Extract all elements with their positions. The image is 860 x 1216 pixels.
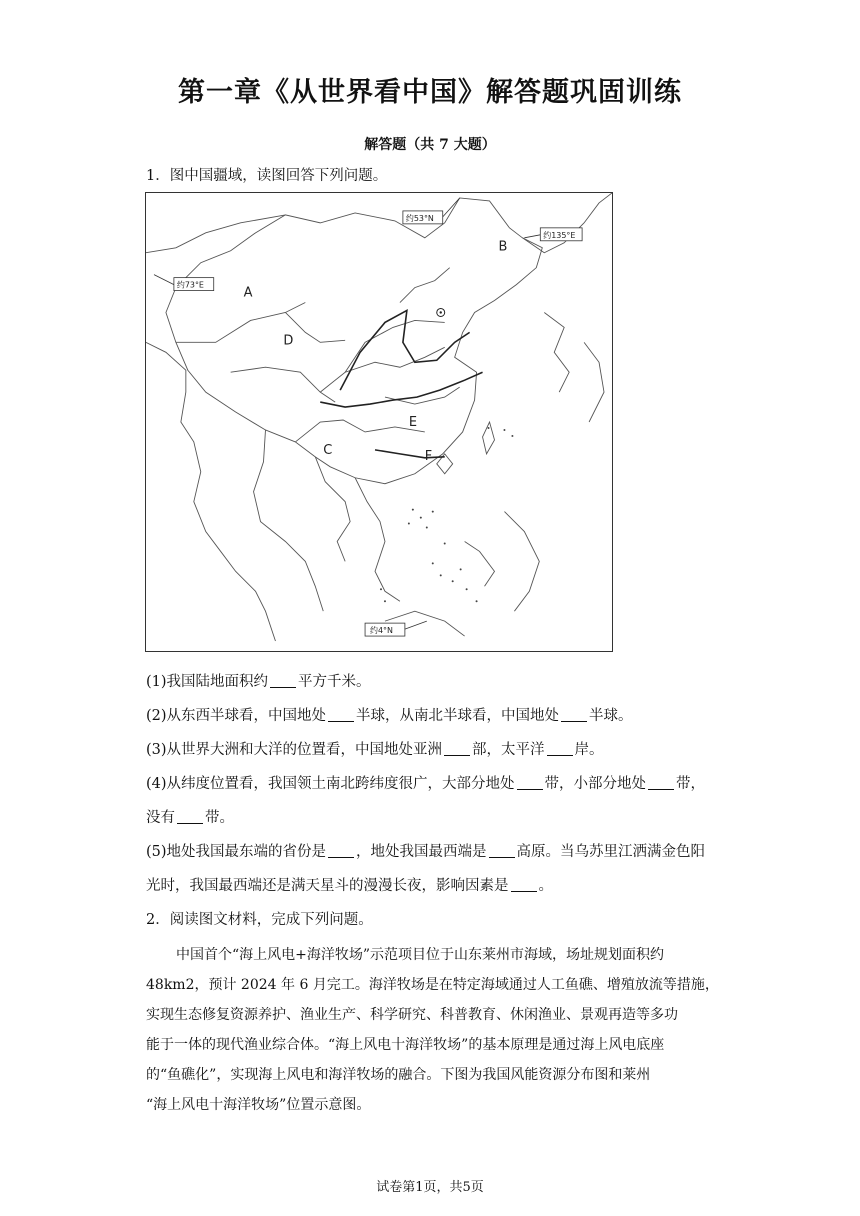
question-1-stem: 1．图中国疆域，读图回答下列问题。 (146, 168, 388, 184)
yangtze-river (320, 372, 482, 407)
q2-paragraph-line-6: “海上风电十海洋牧场”位置示意图。 (146, 1097, 371, 1113)
china-border (166, 198, 542, 484)
region-label-f: F (424, 448, 433, 464)
q1-p4-text-e: 带。 (205, 810, 234, 826)
region-label-d: D (283, 333, 294, 349)
answer-blank[interactable] (489, 843, 515, 858)
q1-p3-text-a: (3)从世界大洲和大洋的位置看，中国地处亚洲 (146, 742, 443, 758)
map-drawing (146, 193, 612, 651)
region-label-c: C (323, 442, 333, 458)
q1-p5-text-d: 光时，我国最西端还是满天星斗的漫漫长夜，影响因素是 (146, 878, 509, 894)
q1-part-1 (146, 670, 371, 691)
q1-part-4-line-1 (146, 772, 705, 793)
q1-part-5-line-1 (146, 840, 705, 861)
q1-part-5-line-2 (146, 874, 553, 895)
q1-p5-text-c: 高原。当乌苏里江洒满金色阳 (516, 844, 706, 860)
answer-blank[interactable] (270, 673, 296, 688)
china-territory-map (145, 192, 613, 652)
q1-p5-text-e: 。 (538, 878, 553, 894)
tag-135e: 约135°E (543, 230, 576, 240)
q1-p4-text-c: 带， (676, 776, 706, 792)
region-label-b: B (498, 239, 508, 255)
answer-blank[interactable] (511, 877, 537, 892)
q2-paragraph-line-3: 实现生态修复资源养护、渔业生产、科学研究、科普教育、休闲渔业、景观再造等多功 (146, 1007, 678, 1023)
q1-p2-text-a: (2)从东西半球看，中国地处 (146, 708, 327, 724)
answer-blank[interactable] (517, 775, 543, 790)
answer-blank[interactable] (177, 809, 203, 824)
q1-part-4-line-2 (146, 806, 234, 827)
q1-p2-text-c: 半球。 (589, 708, 633, 724)
answer-blank[interactable] (648, 775, 674, 790)
q1-p2-text-b: 半球，从南北半球看，中国地处 (356, 708, 560, 724)
q2-paragraph-line-5: 的“鱼礁化”，实现海上风电和海洋牧场的融合。下图为我国风能资源分布图和莱州 (146, 1067, 651, 1083)
answer-blank[interactable] (561, 707, 587, 722)
pearl-river (375, 450, 445, 458)
tag-73e: 约73°E (176, 280, 204, 290)
tag-53n: 约53°N (405, 213, 434, 223)
q1-p1-text-a: (1)我国陆地面积约 (146, 674, 269, 690)
q1-p5-text-a: (5)地处我国最东端的省份是 (146, 844, 327, 860)
q2-paragraph-line-2: 48km2，预计 2024 年 6 月完工。海洋牧场是在特定海域通过人工鱼礁、增殖放流等措施， (146, 977, 719, 993)
q1-p4-text-a: (4)从纬度位置看，我国领土南北跨纬度很广，大部分地处 (146, 776, 515, 792)
q1-p3-text-c: 岸。 (574, 742, 604, 758)
q1-p3-text-b: 部，太平洋 (472, 742, 545, 758)
q1-p5-text-b: ，地处我国最西端是 (356, 844, 487, 860)
answer-blank[interactable] (328, 707, 354, 722)
answer-blank[interactable] (547, 741, 573, 756)
q1-part-3 (146, 738, 604, 759)
region-label-a: A (243, 285, 253, 301)
region-label-e: E (408, 414, 418, 430)
q1-p4-text-b: 带，小部分地处 (544, 776, 647, 792)
answer-blank[interactable] (444, 741, 470, 756)
section-heading: 解答题（共 7 大题） (364, 137, 496, 153)
page-title: 第一章《从世界看中国》解答题巩固训练 (178, 77, 682, 108)
q2-paragraph-line-1: 中国首个“海上风电+海洋牧场”示范项目位于山东莱州市海域，场址规划面积约 (176, 947, 665, 963)
answer-blank[interactable] (328, 843, 354, 858)
tag-4n: 约4°N (370, 626, 393, 636)
q1-part-2 (146, 704, 633, 725)
q1-p1-text-b: 平方千米。 (298, 674, 371, 690)
page-footer: 试卷第1页，共5页 (376, 1180, 484, 1195)
question-2-stem: 2．阅读图文材料，完成下列问题。 (146, 912, 373, 928)
q2-paragraph-line-4: 能于一体的现代渔业综合体。“海上风电十海洋牧场”的基本原理是通过海上风电底座 (146, 1037, 665, 1053)
q1-p4-text-d: 没有 (146, 810, 175, 826)
